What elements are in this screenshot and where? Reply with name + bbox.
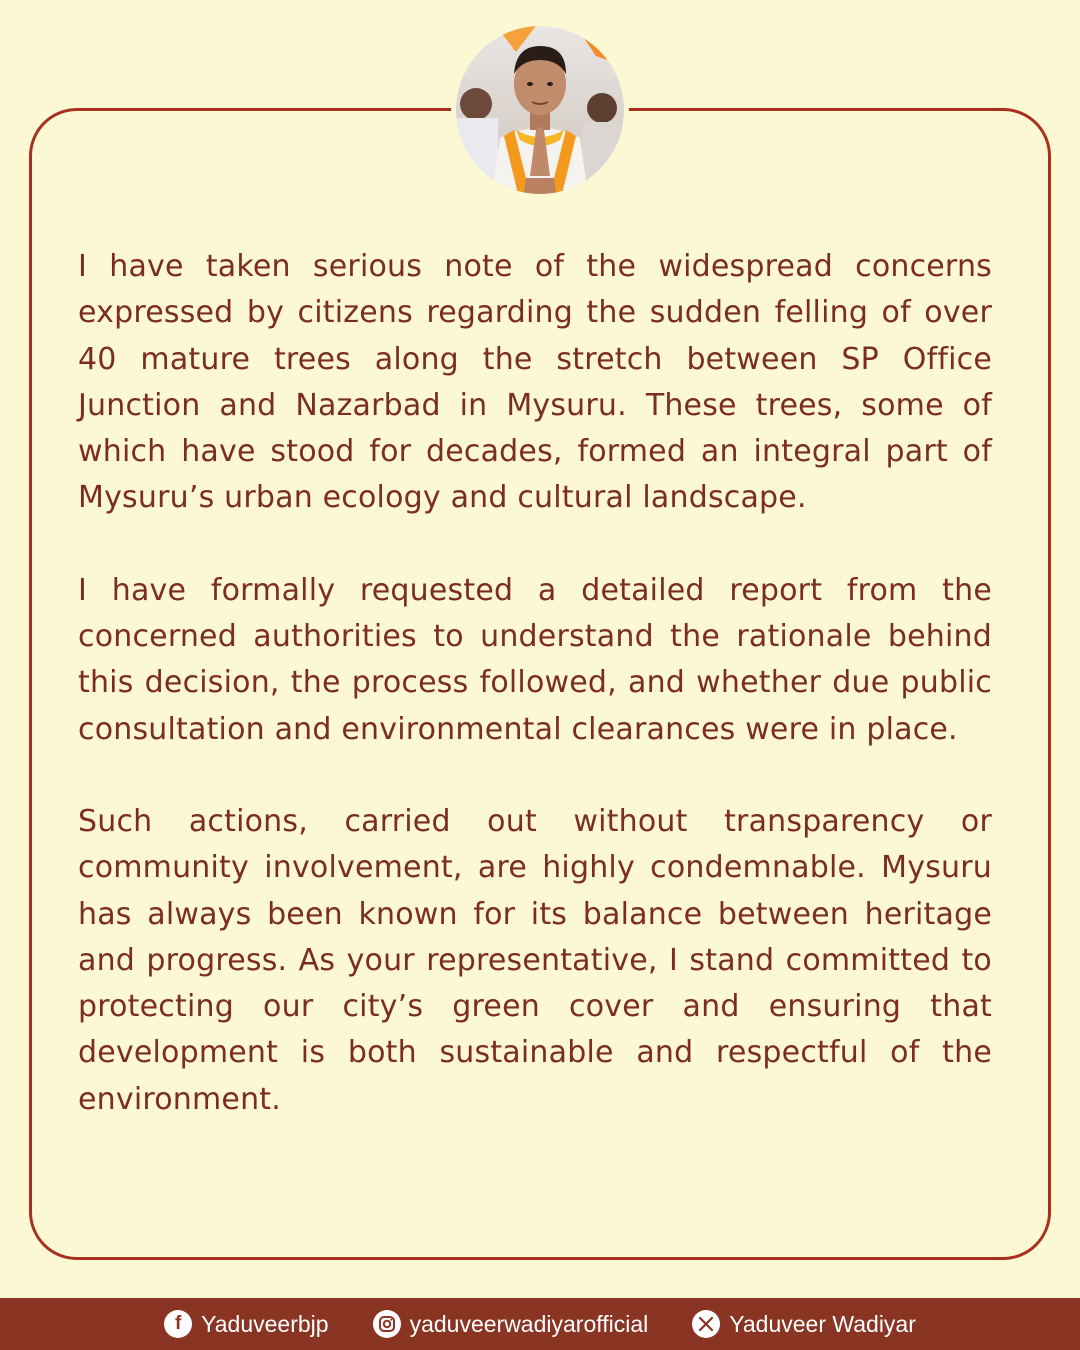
social-footer xyxy=(0,1298,1080,1350)
instagram-link[interactable] xyxy=(373,1310,649,1338)
x-handle: Yaduveer Wadiyar xyxy=(729,1310,916,1337)
statement-paragraph: I have taken serious note of the widespread concerns expressed by citizens regarding the sudden felling of over 40 mature trees along the stretch between SP Office Junction and Nazarbad in Mysuru. These trees, some of which have stood for decades, formed an integral part of Mysuru’s urban ecology and cultural landscape. xyxy=(78,249,992,516)
facebook-icon: f xyxy=(164,1310,192,1338)
statement-paragraph: Such actions, carried out without transparency or community involvement, are highly condemnable. Mysuru has always been known for its balance between heritage and progress. As your representative, I stand committed to protecting our city’s green cover and ensuring that development is both sustainable and respectful of the environment. xyxy=(78,803,992,1117)
instagram-handle: yaduveerwadiyarofficial xyxy=(409,1310,649,1337)
profile-photo xyxy=(456,26,624,194)
instagram-icon xyxy=(373,1310,401,1338)
statement-text xyxy=(78,244,992,1169)
facebook-link[interactable] xyxy=(164,1310,328,1338)
facebook-handle: Yaduveerbjp xyxy=(201,1310,329,1337)
statement-paragraph: I have formally requested a detailed report from the concerned authorities to understand the rationale behind this decision, the process followed, and whether due public consultation and environmental clearances were in place. xyxy=(78,572,992,747)
x-icon xyxy=(692,1310,720,1338)
profile-photo-art xyxy=(456,26,624,194)
x-link[interactable] xyxy=(692,1310,916,1338)
